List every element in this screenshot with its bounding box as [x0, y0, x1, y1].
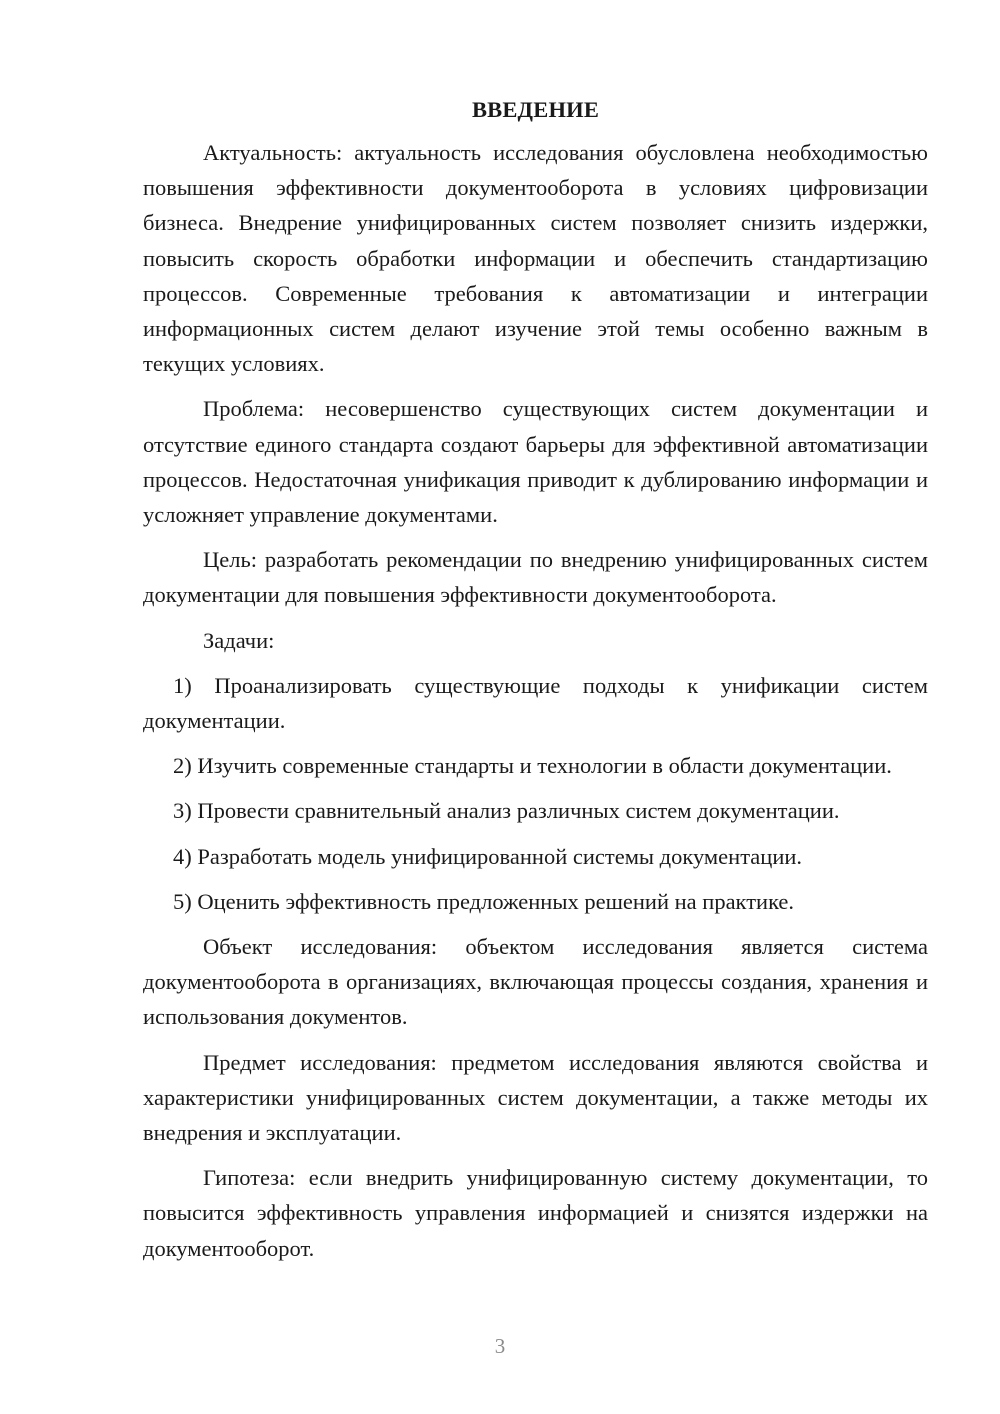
task-item-2: 2) Изучить современные стандарты и технологии в области документации. [173, 753, 892, 779]
task-item-1: 1) Проанализировать существующие подходы к унификации систем документации. [143, 672, 928, 734]
task-item-4: 4) Разработать модель унифицированной системы документации. [173, 843, 803, 869]
page-number: 3 [494, 1334, 506, 1358]
paragraph-subject: Предмет исследования: предметом исследования являются свойства и характеристики унифицированных систем документации, а также методы их внедрения и эксплуатации. [143, 1049, 928, 1146]
paragraph-hypothesis: Гипотеза: если внедрить унифицированную систему документации, то повысится эффективность управления информацией и снизятся издержки на документооборот. [143, 1165, 928, 1261]
page-title: ВВЕДЕНИЕ [471, 97, 600, 122]
paragraph-object: Объект исследования: объектом исследования является система документооборота в организациях, включающая процессы создания, хранения и использования документов. [143, 934, 928, 1030]
tasks-heading: Задачи: [203, 627, 275, 653]
paragraph-relevance: Актуальность: актуальность исследования обусловлена необходимостью повышения эффективности документооборота в условиях цифровизации бизнеса. Внедрение унифицированных систем позволяет снизить издержки, повысить скорость обработки информации и обеспечить стандартизацию процессов. Современные требования к автоматизации и интеграции информационных систем делают изучение этой темы особенно важным в текущих условиях. [143, 140, 928, 377]
task-item-5: 5) Оценить эффективность предложенных решений на практике. [173, 888, 795, 914]
paragraph-problem: Проблема: несовершенство существующих систем документации и отсутствие единого стандарта создают барьеры для эффективной автоматизации процессов. Недостаточная унификация приводит к дублированию информации и усложняет управление документами. [143, 396, 928, 528]
page-content [143, 95, 928, 1266]
paragraph-goal: Цель: разработать рекомендации по внедрению унифицированных систем документации для повышения эффективности документооборота. [143, 547, 928, 608]
task-item-3: 3) Провести сравнительный анализ различных систем документации. [173, 798, 840, 824]
